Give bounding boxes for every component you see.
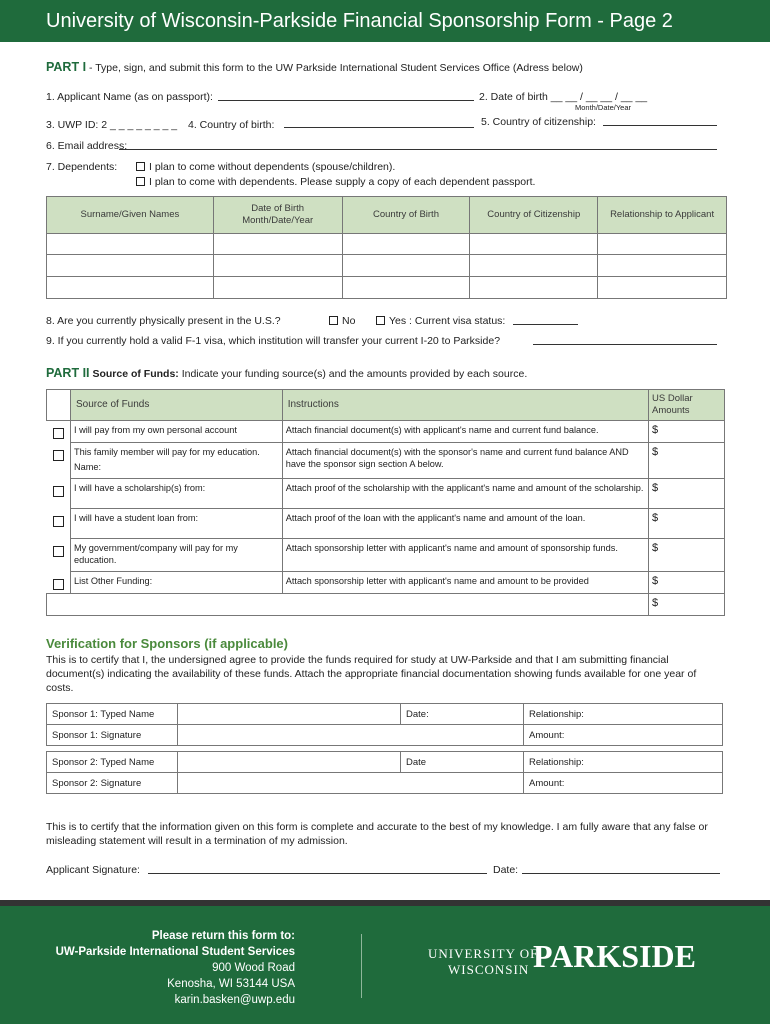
checkbox[interactable] xyxy=(53,516,64,527)
city-address: Kenosha, WI 53144 USA xyxy=(167,978,295,990)
table-row[interactable] xyxy=(47,255,727,277)
return-address xyxy=(56,928,295,1008)
sponsor1-date-label[interactable]: Date: xyxy=(401,704,524,725)
dependents-option-without-label: I plan to come without dependents (spouse/children). xyxy=(149,161,396,173)
funds-header-amount: US Dollar Amounts xyxy=(649,390,725,421)
table-row xyxy=(47,479,725,509)
funds-source[interactable]: I will have a student loan from: xyxy=(70,509,282,539)
visa-status-field[interactable] xyxy=(513,324,578,325)
q8-no-label: No xyxy=(342,315,356,327)
table-row xyxy=(47,594,725,616)
transfer-institution-field[interactable] xyxy=(533,344,717,345)
country-of-citizenship-field[interactable] xyxy=(603,125,717,126)
checkbox[interactable] xyxy=(53,486,64,497)
funds-table xyxy=(46,389,725,616)
table-row[interactable] xyxy=(47,277,727,299)
q3-label[interactable]: 3. UWP ID: 2 _ _ _ _ _ _ _ _ xyxy=(46,119,178,131)
office-name: UW-Parkside International Student Services xyxy=(55,946,295,958)
checkbox[interactable] xyxy=(53,428,64,439)
checkbox[interactable] xyxy=(136,177,145,186)
funds-amount[interactable]: $ xyxy=(649,509,725,539)
other-funding-entry[interactable] xyxy=(47,594,649,616)
sponsor1-relationship-label[interactable]: Relationship: xyxy=(524,704,723,725)
funds-total-amount[interactable]: $ xyxy=(649,594,725,616)
checkbox[interactable] xyxy=(53,579,64,590)
sponsor2-name-label: Sponsor 2: Typed Name xyxy=(47,752,178,773)
funds-source: This family member will pay for my education. xyxy=(73,447,260,457)
funds-instruction: Attach proof of the scholarship with the applicant's name and amount of the scholarship. xyxy=(282,479,648,509)
part2-title: Source of Funds: xyxy=(89,368,179,380)
funds-source[interactable]: I will have a scholarship(s) from: xyxy=(70,479,282,509)
applicant-name-field[interactable] xyxy=(218,100,474,101)
q5-label: 5. Country of citizenship: xyxy=(481,116,596,128)
dependents-header: Country of Citizenship xyxy=(470,197,598,234)
checkbox[interactable] xyxy=(53,546,64,557)
dependents-header: Country of Birth xyxy=(342,197,470,234)
sponsor1-name-field[interactable] xyxy=(178,704,401,725)
q8-no-option[interactable] xyxy=(329,315,355,327)
funds-header-instructions: Instructions xyxy=(282,390,648,421)
q2-hint: Month/Date/Year xyxy=(575,103,632,112)
funds-amount[interactable]: $ xyxy=(649,443,725,479)
funds-instruction: Attach proof of the loan with the applicant's name and amount of the loan. xyxy=(282,509,648,539)
q8-yes-label: Yes : Current visa status: xyxy=(389,315,506,327)
funds-instruction: Attach financial document(s) with applicant's name and current fund balance. xyxy=(282,421,648,443)
table-row xyxy=(47,443,725,479)
dependents-header: Relationship to Applicant xyxy=(598,197,727,234)
dependents-option-with[interactable] xyxy=(136,176,535,188)
dependents-table xyxy=(46,196,727,299)
table-row xyxy=(47,421,725,443)
return-heading: Please return this form to: xyxy=(151,930,295,942)
part2-heading xyxy=(46,366,527,380)
funds-amount[interactable]: $ xyxy=(649,479,725,509)
dependents-header: Surname/Given Names xyxy=(47,197,214,234)
dependents-header: Date of Birth Month/Date/Year xyxy=(213,197,342,234)
table-row[interactable] xyxy=(47,234,727,255)
family-member-name-label[interactable]: Name: xyxy=(73,462,102,472)
funds-amount[interactable]: $ xyxy=(649,539,725,572)
q8-yes-option[interactable] xyxy=(376,315,505,327)
sponsor2-name-field[interactable] xyxy=(178,752,401,773)
checkbox[interactable] xyxy=(53,450,64,461)
part2-label: PART II xyxy=(46,366,90,380)
q6-label: 6. Email address: xyxy=(46,140,128,152)
street-address: 900 Wood Road xyxy=(212,962,295,974)
dependents-option-without[interactable] xyxy=(136,161,395,173)
part2-instruction: Indicate your funding source(s) and the amounts provided by each source. xyxy=(178,368,528,380)
university-logo-text xyxy=(428,946,538,978)
certification-text: This is to certify that the information given on this form is complete and accurate to the best of my knowledge. I am fully aware that any false or misleading statement will result in a termination of my admission. xyxy=(46,821,708,847)
footer xyxy=(0,906,770,1024)
funds-instruction: Attach sponsorship letter with applicant's name and amount to be provided xyxy=(282,572,648,594)
sponsor1-signature-label: Sponsor 1: Signature xyxy=(47,725,178,746)
logo-line1: UNIVERSITY OF xyxy=(428,946,539,961)
dependents-option-with-label: I plan to come with dependents. Please supply a copy of each dependent passport. xyxy=(149,176,536,188)
funds-amount[interactable]: $ xyxy=(649,421,725,443)
q7-label: 7. Dependents: xyxy=(46,161,118,173)
sponsor2-relationship-label[interactable]: Relationship: xyxy=(524,752,723,773)
applicant-date-label: Date: xyxy=(493,864,519,876)
funds-source: I will pay from my own personal account xyxy=(70,421,282,443)
q2-label[interactable]: 2. Date of birth __ __ / __ __ / __ __ xyxy=(479,91,648,103)
contact-email[interactable]: karin.basken@uwp.edu xyxy=(174,994,295,1006)
part1-instruction: - Type, sign, and submit this form to the UW Parkside International Student Services Office (Adress below) xyxy=(86,62,583,74)
q1-label: 1. Applicant Name (as on passport): xyxy=(46,91,213,103)
table-row xyxy=(47,539,725,572)
table-row xyxy=(47,509,725,539)
sponsor1-amount-label[interactable]: Amount: xyxy=(524,725,723,746)
q9-label: 9. If you currently hold a valid F-1 visa, which institution will transfer your current I-20 to Parkside? xyxy=(46,335,501,347)
sponsor2-date-label[interactable]: Date xyxy=(401,752,524,773)
funds-amount[interactable]: $ xyxy=(649,572,725,594)
verification-text: This is to certify that I, the undersigned agree to provide the funds required for study at UW-Parkside and that I am submitting financial document(s) indicating the availability of these funds. Attach the appropriate financial documentation showing funds available for one year of costs. xyxy=(46,654,697,694)
sponsor1-table xyxy=(46,703,723,746)
sponsor2-amount-label[interactable]: Amount: xyxy=(524,773,723,794)
q4-label: 4. Country of birth: xyxy=(188,119,275,131)
checkbox[interactable] xyxy=(376,316,385,325)
funds-header-source: Source of Funds xyxy=(70,390,282,421)
country-of-birth-field[interactable] xyxy=(284,127,474,128)
page-title: University of Wisconsin-Parkside Financial Sponsorship Form - Page 2 xyxy=(0,0,770,42)
email-field[interactable] xyxy=(119,149,717,150)
verification-title: Verification for Sponsors (if applicable) xyxy=(46,636,288,651)
sponsor1-signature-field[interactable] xyxy=(178,725,524,746)
sponsor2-signature-field[interactable] xyxy=(178,773,524,794)
applicant-date-field[interactable] xyxy=(522,873,720,874)
funds-source[interactable]: List Other Funding: xyxy=(70,572,282,594)
checkbox[interactable] xyxy=(329,316,338,325)
applicant-signature-field[interactable] xyxy=(148,873,487,874)
sponsor2-signature-label: Sponsor 2: Signature xyxy=(47,773,178,794)
sponsor2-table xyxy=(46,751,723,794)
funds-instruction: Attach sponsorship letter with applicant's name and amount of sponsorship funds. xyxy=(282,539,648,572)
applicant-signature-label: Applicant Signature: xyxy=(46,864,140,876)
parkside-logo: PARKSIDE xyxy=(533,938,696,974)
logo-line2: WISCONSIN xyxy=(448,962,530,977)
footer-divider xyxy=(361,934,362,998)
table-row xyxy=(47,572,725,594)
funds-instruction: Attach financial document(s) with the sponsor's name and current fund balance AND have the sponsor sign section A below. xyxy=(282,443,648,479)
funds-source: My government/company will pay for my education. xyxy=(70,539,282,572)
q8-label: 8. Are you currently physically present in the U.S.? xyxy=(46,315,281,327)
checkbox[interactable] xyxy=(136,162,145,171)
part1-heading xyxy=(46,60,583,74)
sponsor1-name-label: Sponsor 1: Typed Name xyxy=(47,704,178,725)
part1-label: PART I xyxy=(46,60,87,74)
